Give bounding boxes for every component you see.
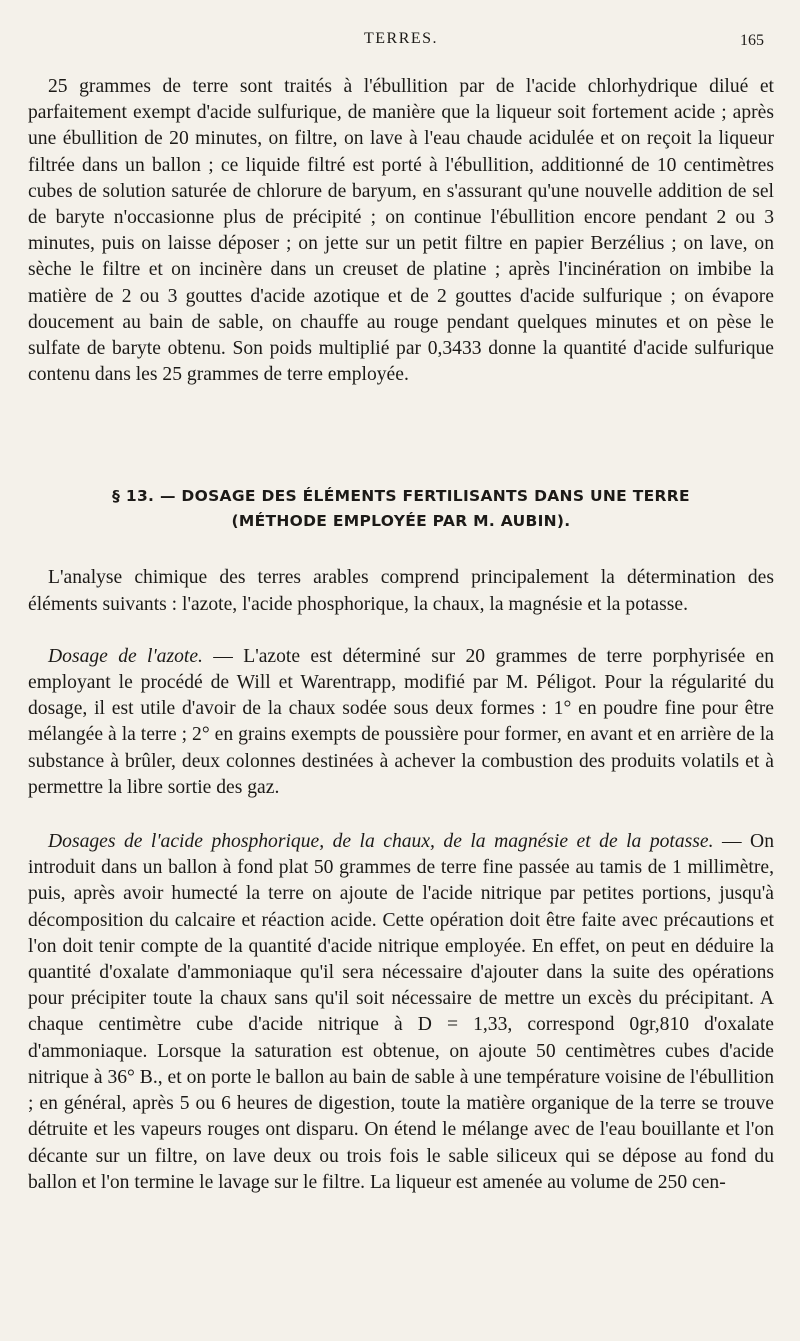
phosphoric-title: Dosages de l'acide phosphorique, de la chaux, de la magnésie et de la potasse.	[48, 831, 714, 853]
running-title: TERRES.	[363, 30, 439, 47]
azote-text: — L'azote est déterminé sur 20 grammes de terre porphyrisée en employant le procédé de Will et Warentrapp, modifié par M. Péligot. Pour la régularité du dosage, il est utile d'avoir de la chaux sodée sous deux formes : 1° en poudre fine pour être mélangée à la terre ; 2° en grains exempts de poussière pour former, en avant et en arrière de la substance à brûler, deux colonnes destinées à achever la combustion des produits volatils et à permettre la libre sortie des gaz.	[28, 645, 775, 798]
paragraph-azote	[28, 644, 774, 801]
page-number: 165	[740, 32, 764, 49]
running-header	[28, 0, 774, 49]
paragraph-phosphoric-acid	[28, 829, 774, 1196]
section-heading-line-2: (MÉTHODE EMPLOYÉE PAR M. AUBIN).	[231, 512, 571, 531]
paragraph-sulfuric-acid: 25 grammes de terre sont traités à l'ébullition par de l'acide chlorhydrique dilué et parfaitement exempt d'acide sulfurique, de manière que la liqueur soit fortement acide ; après une ébullition de 20 minutes, on filtre, on lave à l'eau chaude acidulée et on reçoit la liqueur filtrée dans un ballon ; ce liquide filtré est porté à l'ébullition, additionné de 10 centimètres cubes de solution saturée de chlorure de baryum, en s'assurant qu'une nouvelle addition de sel de baryte n'occasionne plus de précipité ; on continue l'ébullition encore pendant 2 ou 3 minutes, puis on laisse déposer ; on jette sur un petit filtre en papier Berzélius ; on lave, on sèche le filtre et on incinère dans un creuset de platine ; après l'incinération on imbibe la matière de 2 ou 3 gouttes d'acide azotique et de 2 gouttes d'acide sulfurique ; on évapore doucement au bain de sable, on chauffe au rouge pendant quelques minutes et on pèse le sulfate de baryte obtenu. Son poids multiplié par 0,3433 donne la quantité d'acide sulfurique contenu dans les 25 grammes de terre employée.	[28, 76, 774, 386]
section-heading-line-1: § 13. — DOSAGE DES ÉLÉMENTS FERTILISANTS DANS UNE TERRE	[112, 487, 690, 506]
section-heading	[28, 484, 774, 534]
phosphoric-text: — On introduit dans un ballon à fond plat 50 grammes de terre fine passée au tamis de 1 millimètre, puis, après avoir humecté la terre on ajoute de l'acide nitrique par petites portions, jusqu'à décomposition du calcaire et réaction acide. Cette opération doit être faite avec précautions et l'on doit tenir compte de la quantité d'acide nitrique employée. En effet, on peut en déduire la quantité d'oxalate d'ammoniaque qu'il sera nécessaire d'ajouter dans la suite des opérations pour précipiter toute la chaux sans qu'il soit nécessaire de mettre un excès du précipitant. A chaque centimètre cube d'acide nitrique à D = 1,33, correspond 0gr,810 d'oxalate d'ammoniaque. Lorsque la saturation est obtenue, on ajoute 50 centimètres cubes d'acide nitrique à 36° B., et on porte le ballon au bain de sable à une température voisine de l'ébullition ; en général, après 5 ou 6 heures de digestion, toute la matière organique de la terre se trouve détruite et les vapeurs rouges ont disparu. On étend le mélange avec de l'eau bouillante et l'on décante sur un filtre, on lave deux ou trois fois le sable siliceux qui se dépose au fond du ballon et l'on termine le lavage sur le filtre. La liqueur est amenée au volume de 250 cen-	[28, 831, 774, 1193]
intro-paragraph: L'analyse chimique des terres arables comprend principalement la détermination des éléments suivants : l'azote, l'acide phosphorique, la chaux, la magnésie et la potasse.	[28, 567, 774, 615]
azote-title: Dosage de l'azote.	[48, 645, 203, 667]
